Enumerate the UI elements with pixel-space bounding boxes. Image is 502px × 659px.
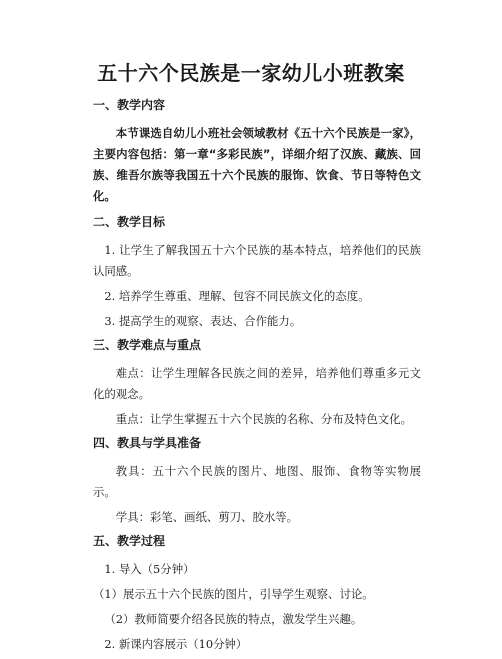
- document-body: [93, 96, 421, 659]
- section-paragraph: 本节课选自幼儿小班社会领域教材《五十六个民族是一家》，主要内容包括：第一章“多彩民族”，详细介绍了汉族、藏族、回族、维吾尔族等我国五十六个民族的服饰、饮食、节日等特色文化。: [93, 126, 421, 203]
- goal-item: 3. 提高学生的观察、表达、合作能力。: [104, 314, 302, 328]
- section-heading: 四、教具与学具准备: [93, 436, 202, 450]
- section-heading: 一、教学内容: [93, 98, 166, 112]
- section-difficulties: [93, 336, 421, 430]
- section-heading: 三、教学难点与重点: [93, 338, 202, 352]
- process-substep: （1）展示五十六个民族的图片，引导学生观察、讨论。: [93, 587, 374, 601]
- process-step: 1. 导入（5分钟）: [104, 562, 195, 576]
- process-step: 2. 新课内容展示（10分钟）: [104, 637, 248, 651]
- teacher-materials: 教具：五十六个民族的图片、地图、服饰、食物等实物展示。: [93, 464, 421, 499]
- section-teaching-goals: [93, 213, 421, 332]
- section-heading: 五、教学过程: [93, 534, 166, 548]
- section-heading: 二、教学目标: [93, 215, 166, 229]
- goal-item: 2. 培养学生尊重、理解、包容不同民族文化的态度。: [104, 289, 370, 303]
- goal-item: 1. 让学生了解我国五十六个民族的基本特点，培养他们的民族认同感。: [93, 243, 421, 278]
- key-point-paragraph: 重点：让学生掌握五十六个民族的名称、分布及特色文化。: [115, 412, 412, 426]
- section-teaching-content: [93, 96, 421, 207]
- process-substep: （2）教师简要介绍各民族的特点，激发学生兴趣。: [104, 612, 363, 626]
- difficulty-paragraph: 难点：让学生理解各民族之间的差异，培养他们尊重多元文化的观念。: [93, 366, 421, 401]
- section-process: [93, 532, 421, 655]
- section-materials: [93, 434, 421, 528]
- student-materials: 学具：彩笔、画纸、剪刀、胶水等。: [115, 510, 299, 524]
- document-title: 五十六个民族是一家幼儿小班教案: [97, 61, 405, 85]
